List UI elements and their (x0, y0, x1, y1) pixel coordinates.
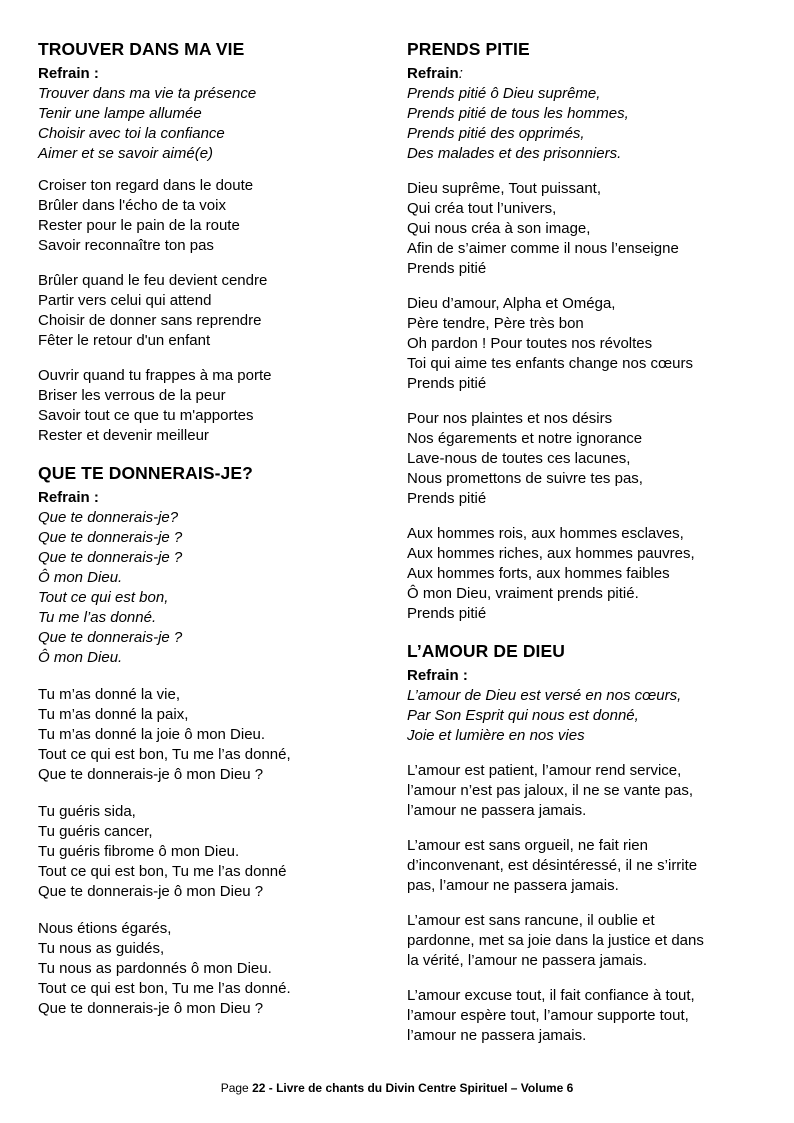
song-title: QUE TE DONNERAIS-JE? (38, 463, 253, 483)
refrain-line: Joie et lumière en nos vies (407, 727, 585, 744)
verse-line: Prends pitié (407, 260, 487, 277)
refrain-line: Tout ce qui est bon, (38, 589, 169, 606)
verse-line: Dieu d’amour, Alpha et Oméga, (407, 295, 616, 312)
verse-line: Rester et devenir meilleur (38, 427, 209, 444)
refrain-line: Que te donnerais-je ? (38, 529, 183, 546)
song-que-te-donnerais-je (38, 462, 398, 1019)
refrain-line: Que te donnerais-je ? (38, 629, 183, 646)
footer-page-number: 22 (252, 1081, 266, 1095)
verse-line: L’amour est patient, l’amour rend service, (407, 762, 682, 779)
refrain-label-text: Refrain (407, 65, 459, 82)
refrain-line: Des malades et des prisonniers. (407, 145, 622, 162)
page-footer (0, 1080, 794, 1096)
stanza (407, 524, 767, 624)
verse-line: l’amour espère tout, l’amour supporte tout, (407, 1007, 689, 1024)
refrain-line: Trouver dans ma vie ta présence (38, 85, 257, 102)
verse-line: Que te donnerais-je ô mon Dieu ? (38, 766, 264, 783)
stanza (407, 836, 767, 896)
refrain-line: Ô mon Dieu. (38, 569, 123, 586)
refrain-line: Prends pitié des opprimés, (407, 125, 585, 142)
refrain-line: Choisir avec toi la confiance (38, 125, 225, 142)
verse-line: Pour nos plaintes et nos désirs (407, 410, 613, 427)
verse-line: Tu guéris fibrome ô mon Dieu. (38, 843, 240, 860)
verse-line: Aux hommes rois, aux hommes esclaves, (407, 525, 684, 542)
verse-line: Lave-nous de toutes ces lacunes, (407, 450, 631, 467)
song-trouver-dans-ma-vie (38, 38, 398, 446)
verse-line: Que te donnerais-je ô mon Dieu ? (38, 883, 264, 900)
verse-line: Nos égarements et notre ignorance (407, 430, 643, 447)
refrain (38, 84, 398, 164)
stanza (38, 919, 398, 1019)
verse-line: pardonne, met sa joie dans la justice et dans (407, 932, 704, 949)
verse-line: L’amour excuse tout, il fait confiance à tout, (407, 987, 695, 1004)
verse-line: pas, l’amour ne passera jamais. (407, 877, 619, 894)
song-title: TROUVER DANS MA VIE (38, 39, 245, 59)
refrain-label: Refrain : (38, 489, 99, 506)
verse-line: Tout ce qui est bon, Tu me l’as donné, (38, 746, 291, 763)
verse-line: Tu nous as guidés, (38, 940, 165, 957)
stanza (38, 176, 398, 256)
verse-line: Que te donnerais-je ô mon Dieu ? (38, 1000, 264, 1017)
refrain-label-punct: : (458, 65, 463, 82)
stanza (407, 294, 767, 394)
verse-line: Ô mon Dieu, vraiment prends pitié. (407, 585, 639, 602)
stanza (407, 986, 767, 1046)
verse-line: Prends pitié (407, 490, 487, 507)
song-title: PRENDS PITIE (407, 39, 530, 59)
refrain-line: Que te donnerais-je? (38, 509, 179, 526)
stanza (407, 761, 767, 821)
verse-line: la vérité, l’amour ne passera jamais. (407, 952, 648, 969)
verse-line: Savoir tout ce que tu m'apportes (38, 407, 254, 424)
refrain-line: Prends pitié ô Dieu suprême, (407, 85, 601, 102)
verse-line: Nous étions égarés, (38, 920, 172, 937)
verse-line: Qui créa tout l’univers, (407, 200, 557, 217)
verse-line: Tu m’as donné la paix, (38, 706, 189, 723)
footer-book-title: - Livre de chants du Divin Centre Spirituel – Volume 6 (265, 1081, 574, 1095)
verse-line: Toi qui aime tes enfants change nos cœurs (407, 355, 693, 372)
verse-line: Afin de s’aimer comme il nous l’enseigne (407, 240, 679, 257)
verse-line: Aux hommes forts, aux hommes faibles (407, 565, 670, 582)
refrain (407, 686, 767, 746)
verse-line: d’inconvenant, est désintéressé, il ne s’irrite (407, 857, 698, 874)
stanza (38, 366, 398, 446)
song-l-amour-de-dieu (407, 640, 767, 1046)
verse-line: Briser les verrous de la peur (38, 387, 226, 404)
verse-line: Tu m’as donné la vie, (38, 686, 181, 703)
stanza (38, 271, 398, 351)
refrain-label (407, 64, 767, 84)
verse-line: Tout ce qui est bon, Tu me l’as donné (38, 863, 287, 880)
right-column (407, 38, 767, 1062)
verse-line: Tu nous as pardonnés ô mon Dieu. (38, 960, 272, 977)
verse-line: l’amour n’est pas jaloux, il ne se vante pas, (407, 782, 693, 799)
refrain-line: Que te donnerais-je ? (38, 549, 183, 566)
refrain-line: Par Son Esprit qui nous est donné, (407, 707, 639, 724)
verse-line: Dieu suprême, Tout puissant, (407, 180, 601, 197)
refrain-line: L’amour de Dieu est versé en nos cœurs, (407, 687, 682, 704)
verse-line: Tu guéris cancer, (38, 823, 153, 840)
refrain-line: Ô mon Dieu. (38, 649, 123, 666)
refrain-line: Tu me l’as donné. (38, 609, 157, 626)
refrain-label: Refrain : (38, 65, 99, 82)
stanza (38, 685, 398, 785)
verse-line: Tu m’as donné la joie ô mon Dieu. (38, 726, 266, 743)
refrain-label: Refrain : (407, 667, 468, 684)
verse-line: Fêter le retour d'un enfant (38, 332, 211, 349)
stanza (407, 179, 767, 279)
song-title: L’AMOUR DE DIEU (407, 641, 566, 661)
verse-line: Nous promettons de suivre tes pas, (407, 470, 643, 487)
refrain (38, 508, 398, 668)
verse-line: l’amour ne passera jamais. (407, 1027, 587, 1044)
verse-line: Savoir reconnaître ton pas (38, 237, 214, 254)
verse-line: Tu guéris sida, (38, 803, 136, 820)
verse-line: Partir vers celui qui attend (38, 292, 212, 309)
refrain-line: Prends pitié de tous les hommes, (407, 105, 629, 122)
refrain (407, 84, 767, 164)
stanza (407, 409, 767, 509)
refrain-line: Aimer et se savoir aimé(e) (38, 145, 214, 162)
verse-line: L’amour est sans orgueil, ne fait rien (407, 837, 648, 854)
verse-line: Qui nous créa à son image, (407, 220, 591, 237)
verse-line: l’amour ne passera jamais. (407, 802, 587, 819)
verse-line: Ouvrir quand tu frappes à ma porte (38, 367, 272, 384)
verse-line: Prends pitié (407, 375, 487, 392)
verse-line: Rester pour le pain de la route (38, 217, 240, 234)
footer-prefix: Page (220, 1081, 253, 1095)
verse-line: Oh pardon ! Pour toutes nos révoltes (407, 335, 653, 352)
verse-line: Aux hommes riches, aux hommes pauvres, (407, 545, 695, 562)
verse-line: Brûler dans l'écho de ta voix (38, 197, 226, 214)
verse-line: L’amour est sans rancune, il oublie et (407, 912, 655, 929)
stanza (407, 911, 767, 971)
left-column (38, 38, 398, 1035)
verse-line: Croiser ton regard dans le doute (38, 177, 254, 194)
song-prends-pitie (407, 38, 767, 624)
verse-line: Brûler quand le feu devient cendre (38, 272, 268, 289)
refrain-line: Tenir une lampe allumée (38, 105, 202, 122)
verse-line: Père tendre, Père très bon (407, 315, 584, 332)
verse-line: Choisir de donner sans reprendre (38, 312, 262, 329)
stanza (38, 802, 398, 902)
verse-line: Tout ce qui est bon, Tu me l’as donné. (38, 980, 291, 997)
verse-line: Prends pitié (407, 605, 487, 622)
